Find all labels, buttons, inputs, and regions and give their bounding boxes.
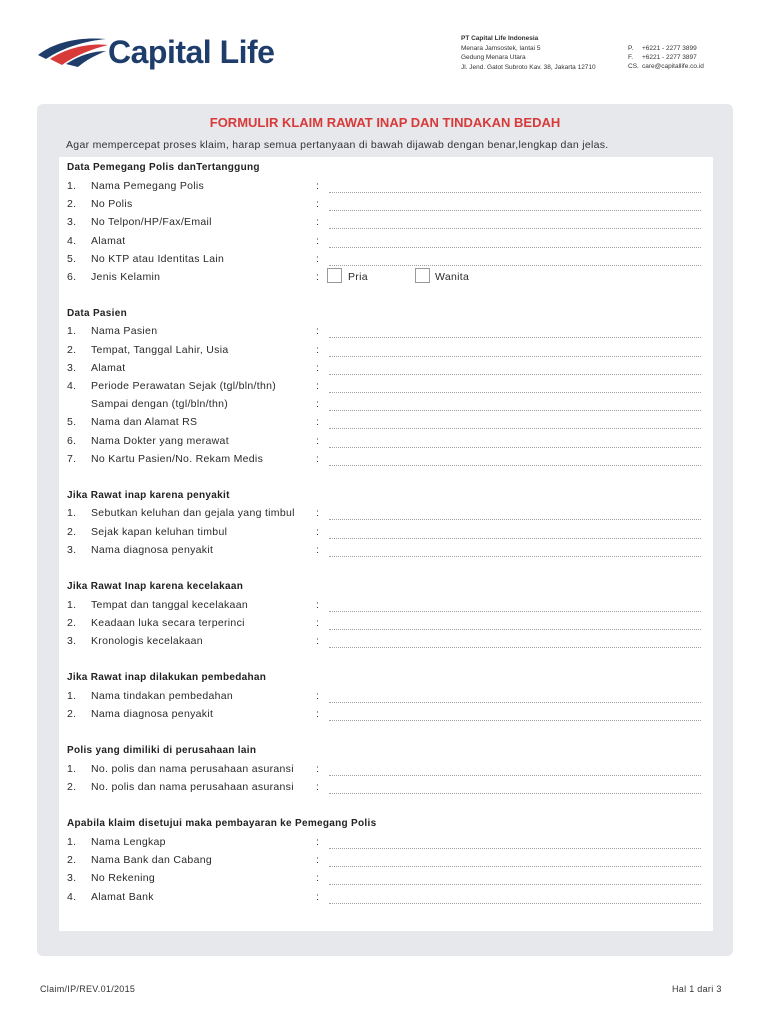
section-title-surgery: Jika Rawat inap dilakukan pembedahan [67, 672, 267, 683]
gender-male-checkbox[interactable] [327, 268, 342, 283]
form-row-accident-place[interactable] [67, 599, 701, 613]
form-row-bank[interactable] [67, 854, 701, 868]
answer-line[interactable] [329, 356, 701, 357]
row-label: No Rekening [91, 872, 156, 884]
form-row-account-number[interactable] [67, 872, 701, 886]
row-label: Tempat, Tanggal Lahir, Usia [91, 344, 229, 356]
row-label: No KTP atau Identitas Lain [91, 253, 225, 265]
row-colon: : [316, 526, 320, 538]
row-label: Jenis Kelamin [91, 271, 161, 283]
row-colon: : [316, 872, 320, 884]
row-colon: : [316, 235, 320, 247]
contact-value: +6221 - 2277 3899 [642, 45, 697, 52]
row-label: No. polis dan nama perusahaan asuransi [91, 763, 294, 775]
row-number: 1. [67, 599, 77, 611]
contact-email [628, 62, 704, 71]
form-row-doctor[interactable] [67, 435, 701, 449]
row-label: Nama Pemegang Polis [91, 180, 205, 192]
row-label: Periode Perawatan Sejak (tgl/bln/thn) [91, 380, 277, 392]
row-colon: : [316, 416, 320, 428]
answer-line[interactable] [329, 538, 701, 539]
form-row-gender[interactable] [67, 271, 701, 285]
answer-line[interactable] [329, 428, 701, 429]
answer-line[interactable] [329, 793, 701, 794]
row-colon: : [316, 271, 320, 283]
row-colon: : [316, 763, 320, 775]
form-row-other-policy-2[interactable] [67, 781, 701, 795]
row-label: Nama tindakan pembedahan [91, 690, 234, 702]
form-intro: Agar mempercepat proses klaim, harap semua pertanyaan di bawah dijawab dengan benar,lengkap dan jelas. [66, 139, 609, 151]
row-label: No. polis dan nama perusahaan asuransi [91, 781, 294, 793]
answer-line[interactable] [329, 848, 701, 849]
row-label: Nama Lengkap [91, 836, 166, 848]
row-number: 5. [67, 253, 77, 265]
form-row-hospital[interactable] [67, 416, 701, 430]
answer-line[interactable] [329, 337, 701, 338]
answer-line[interactable] [329, 228, 701, 229]
company-name: PT Capital Life Indonesia [461, 35, 539, 42]
section-title-illness: Jika Rawat inap karena penyakit [67, 490, 230, 501]
row-number: 1. [67, 763, 77, 775]
form-row-care-start[interactable] [67, 380, 701, 394]
contact-key: CS. [628, 63, 639, 70]
section-title-payment: Apabila klaim disetujui maka pembayaran ke Pemegang Polis [67, 818, 377, 829]
form-row-policy-holder-name[interactable] [67, 180, 701, 194]
row-number: 3. [67, 872, 77, 884]
row-number: 2. [67, 526, 77, 538]
row-colon: : [316, 854, 320, 866]
row-number: 6. [67, 435, 77, 447]
address-line: Menara Jamsostek, lantai 5 [461, 44, 541, 52]
row-number: 4. [67, 235, 77, 247]
row-number: 4. [67, 380, 77, 392]
answer-line[interactable] [329, 374, 701, 375]
document-code: Claim/IP/REV.01/2015 [40, 984, 136, 994]
row-number: 1. [67, 836, 77, 848]
row-label: No Kartu Pasien/No. Rekam Medis [91, 453, 264, 465]
row-colon: : [316, 635, 320, 647]
row-label: Nama dan Alamat RS [91, 416, 198, 428]
row-colon: : [316, 781, 320, 793]
row-label: Alamat [91, 362, 126, 374]
answer-line[interactable] [329, 192, 701, 193]
logo-wordmark: Capital Life [108, 34, 275, 70]
row-label: Nama diagnosa penyakit [91, 544, 214, 556]
row-label: Nama Dokter yang merawat [91, 435, 229, 447]
answer-line[interactable] [329, 775, 701, 776]
answer-line[interactable] [329, 519, 701, 520]
row-colon: : [316, 435, 320, 447]
gender-female-checkbox[interactable] [415, 268, 430, 283]
row-colon: : [316, 708, 320, 720]
company-contact [628, 44, 704, 71]
row-label: Sejak kapan keluhan timbul [91, 526, 228, 538]
row-label: Sebutkan keluhan dan gejala yang timbul [91, 507, 295, 519]
answer-line[interactable] [329, 702, 701, 703]
answer-line[interactable] [329, 392, 701, 393]
form-row-symptom-since[interactable] [67, 526, 701, 540]
row-label: Nama diagnosa penyakit [91, 708, 214, 720]
form-row-address[interactable] [67, 235, 701, 249]
row-colon: : [316, 380, 320, 392]
row-number: 2. [67, 198, 77, 210]
row-label: Sampai dengan (tgl/bln/thn) [91, 398, 229, 410]
row-number: 3. [67, 635, 77, 647]
row-number: 3. [67, 544, 77, 556]
row-number: 2. [67, 617, 77, 629]
contact-key: P. [628, 45, 634, 52]
row-colon: : [316, 398, 320, 410]
row-colon: : [316, 325, 320, 337]
address-line: Jl. Jend. Gatot Subroto Kav. 38, Jakarta 12710 [461, 63, 596, 71]
company-address [461, 34, 596, 72]
contact-phone [628, 44, 704, 53]
section-title-accident: Jika Rawat Inap karena kecelakaan [67, 581, 244, 592]
document-header [0, 0, 770, 100]
row-number: 1. [67, 507, 77, 519]
answer-line[interactable] [329, 866, 701, 867]
row-colon: : [316, 891, 320, 903]
form-row-other-policy-1[interactable] [67, 763, 701, 777]
row-number: 1. [67, 180, 77, 192]
page-number: Hal 1 dari 3 [672, 984, 722, 994]
row-colon: : [316, 507, 320, 519]
form-row-surgery-name[interactable] [67, 690, 701, 704]
row-label: Alamat Bank [91, 891, 154, 903]
form-row-care-end[interactable] [67, 398, 701, 412]
section-title-patient: Data Pasien [67, 308, 127, 319]
answer-line[interactable] [329, 556, 701, 557]
section-title-other-policies: Polis yang dimiliki di perusahaan lain [67, 745, 257, 756]
form-row-diagnosis[interactable] [67, 544, 701, 558]
form-row-bank-address[interactable] [67, 891, 701, 905]
form-row-symptoms[interactable] [67, 507, 701, 521]
answer-line[interactable] [329, 903, 701, 904]
row-number: 5. [67, 416, 77, 428]
gender-female-label: Wanita [435, 271, 470, 283]
row-colon: : [316, 544, 320, 556]
answer-line[interactable] [329, 247, 701, 248]
contact-key: F. [628, 54, 634, 61]
form-row-phone[interactable] [67, 216, 701, 230]
row-number: 4. [67, 891, 77, 903]
row-number: 3. [67, 362, 77, 374]
form-row-chronology[interactable] [67, 635, 701, 649]
row-label: Nama Pasien [91, 325, 158, 337]
answer-line[interactable] [329, 629, 701, 630]
row-label: Keadaan luka secara terperinci [91, 617, 245, 629]
form-row-full-name[interactable] [67, 836, 701, 850]
row-colon: : [316, 216, 320, 228]
form-row-patient-address[interactable] [67, 362, 701, 376]
answer-line[interactable] [329, 410, 701, 411]
row-number: 2. [67, 854, 77, 866]
answer-line[interactable] [329, 647, 701, 648]
row-label: No Polis [91, 198, 133, 210]
row-colon: : [316, 198, 320, 210]
answer-line[interactable] [329, 884, 701, 885]
row-colon: : [316, 599, 320, 611]
answer-line[interactable] [329, 210, 701, 211]
answer-line[interactable] [329, 465, 701, 466]
row-number: 2. [67, 708, 77, 720]
row-label: No Telpon/HP/Fax/Email [91, 216, 212, 228]
form-title: FORMULIR KLAIM RAWAT INAP DAN TINDAKAN BEDAH [209, 115, 561, 130]
row-label: Tempat dan tanggal kecelakaan [91, 599, 248, 611]
row-number: 7. [67, 453, 77, 465]
answer-line[interactable] [329, 720, 701, 721]
address-line: Gedung Menara Utara [461, 54, 526, 61]
form-row-patient-name[interactable] [67, 325, 701, 339]
answer-line[interactable] [329, 265, 701, 266]
row-label: Nama Bank dan Cabang [91, 854, 212, 866]
row-number: 6. [67, 271, 77, 283]
contact-value: +6221 - 2277 3897 [642, 54, 697, 61]
contact-fax [628, 53, 704, 62]
row-colon: : [316, 180, 320, 192]
contact-value: care@capitallife.co.id [642, 63, 704, 70]
row-number: 2. [67, 781, 77, 793]
row-colon: : [316, 344, 320, 356]
row-number: 1. [67, 690, 77, 702]
row-number: 2. [67, 344, 77, 356]
answer-line[interactable] [329, 611, 701, 612]
answer-line[interactable] [329, 447, 701, 448]
section-title-policy-holder: Data Pemegang Polis danTertanggung [67, 162, 260, 173]
row-label: Kronologis kecelakaan [91, 635, 203, 647]
form-row-surgery-diagnosis[interactable] [67, 708, 701, 722]
form-row-birth[interactable] [67, 344, 701, 358]
form-row-policy-number[interactable] [67, 198, 701, 212]
row-label: Alamat [91, 235, 126, 247]
row-colon: : [316, 836, 320, 848]
row-colon: : [316, 253, 320, 265]
form-row-medical-record[interactable] [67, 453, 701, 467]
row-colon: : [316, 617, 320, 629]
row-colon: : [316, 453, 320, 465]
row-colon: : [316, 362, 320, 374]
row-number: 3. [67, 216, 77, 228]
form-row-injury[interactable] [67, 617, 701, 631]
gender-male-label: Pria [348, 271, 368, 283]
row-colon: : [316, 690, 320, 702]
row-number: 1. [67, 325, 77, 337]
form-row-id-number[interactable] [67, 253, 701, 267]
